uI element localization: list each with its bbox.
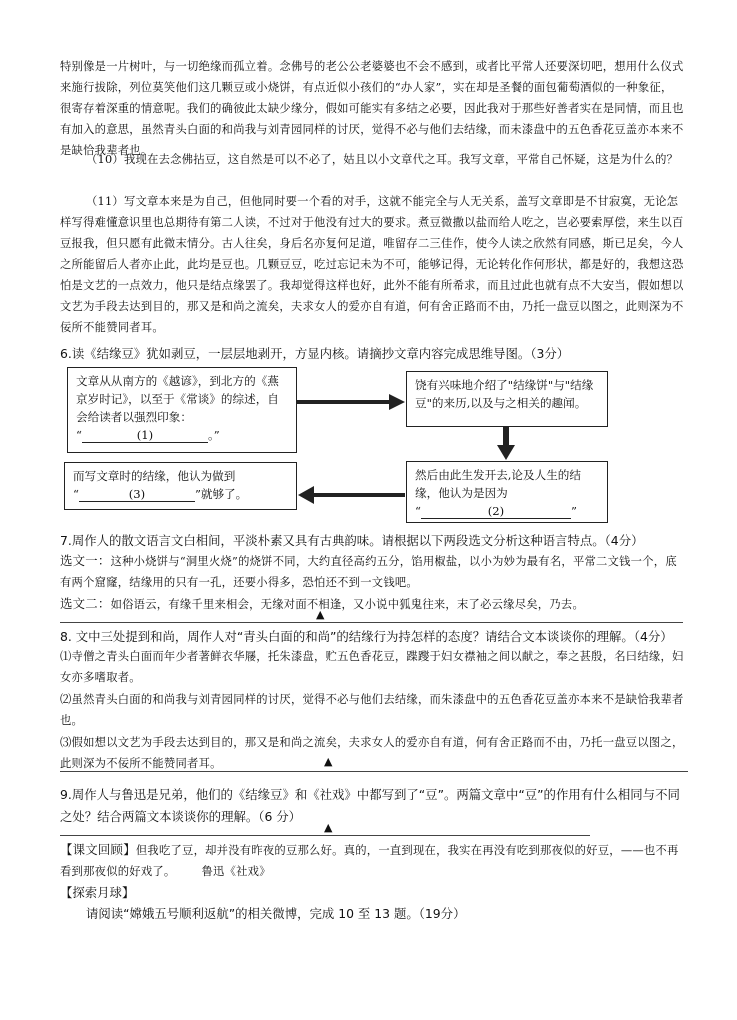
mindmap-box-3 — [406, 461, 608, 523]
mindmap-box-4-text: 而写文章时的结缘，他认为做到 — [73, 469, 236, 483]
quote-open: “ — [73, 487, 79, 501]
answer-line-7[interactable] — [60, 622, 683, 623]
question-7-stem: 7.周作人的散文语言文白相间，平淡朴素又具有古典韵味。请根据以下两段选文分析这种语言特点。（4分） — [60, 533, 644, 548]
section-instruction: 请阅读“嫦娥五号顺利返航”的相关微博，完成 10 至 13 题。（19分） — [86, 906, 466, 921]
arrow-down-icon — [494, 427, 518, 461]
quote-tail: ”就够了。 — [194, 487, 248, 501]
selection-2-text: 如俗语云，有缘千里来相会，无缘对面不相逢，又小说中狐鬼往来，末了必云缘尽矣，乃去。 — [110, 598, 584, 611]
review-label: 【课文回顾】 — [60, 842, 136, 857]
answer-marker-7: ▲ — [316, 608, 325, 621]
answer-line-9[interactable] — [60, 835, 590, 836]
review-text: 但我吃了豆，却并没有昨夜的豆那么好。真的，一直到现在，我实在再没有吃到那夜似的好豆，——也不再看到那夜似的好戏了。 — [60, 844, 679, 878]
quote-item-3: ⑶假如想以文艺为手段去达到目的，那又是和尚之流矣，夫求女人的爱亦自有道，何有舍正路而不由，乃托一盘豆以图之，此则深为不佞所不能赞同者耳。 — [60, 736, 684, 770]
mindmap-box-3-text: 然后由此生发开去,论及人生的结缘，他认为是因为 — [415, 468, 581, 500]
arrow-left-icon — [298, 483, 406, 507]
question-9-stem: 9.周作人与鲁迅是兄弟，他们的《结缘豆》和《社戏》中都写到了“豆”。两篇文章中“豆”的作用有什么相同与不同之处？结合两篇文本谈谈你的理解。（6 分） — [60, 787, 680, 824]
quote-open: “ — [415, 504, 421, 518]
answer-line-8[interactable] — [60, 771, 688, 772]
quote-item-1: ⑴寺僧之青头白面而年少者著鲜衣华屦，托朱漆盘，贮五色香花豆，蹀躞于妇女襟袖之间以献之，奉之甚殷，名曰结缘，妇女亦多嗜取者。 — [60, 650, 684, 684]
selection-2 — [60, 593, 684, 615]
mindmap-box-1-text: 文章从从南方的《越谚》，到北方的《燕京岁时记》，以至于《常谈》的综述，自会给读者以强烈印象： — [76, 374, 279, 424]
passage-paragraph-top: 特别像是一片树叶，与一切绝缘而孤立着。念佛号的老公公老婆婆也不会不感到，或者比平常人还要深切吧，想用什么仪式来施行拔除，列位莫笑他们这几颗豆或小烧饼，有点近似小孩们的“办人家”，实在却是圣餐的面包葡萄酒似的一种象征，很寄存着深重的情意呢。我们的确彼此太缺少缘分，假如可能实有多结之必要，因此我对于那些好善者实在是同情，而且也有加入的意思，虽然青头白面的和尚我与刘青园同样的讨厌，觉得不必与他们去结缘，而未漆盘中的五色香花豆盖亦本来不是缺恰我辈者也。 — [60, 60, 684, 157]
selection-1-label: 选文一： — [60, 553, 111, 568]
passage-paragraph-11: （11）写文章本来是为自己，但他同时要一个看的对手，这就不能完全与人无关系，盖写文章即是不甘寂寞，无论怎样写得难懂意识里也总期待有第二人读，不过对于他没有过大的要求。煮豆微撒以盐而给人吃之，岂必要索厚偿，来生以百豆报我，但只愿有此微末情分。古人往矣，身后名亦复何足道，唯留存二三佳作，使今人读之欣然有同感，斯已足矣，今人之所能留后人者亦止此，此均是豆也。几颗豆豆，吃过忘记未为不可，能够记得，无论转化作何形状，都是好的，我想这恐怕是文艺的一点效力，他只是结点缘罢了。我却觉得这样也好，此外不能有所希求，而且过此也就有点不大安当，假如想以文艺为手段去达到目的，那又是和尚之流矣，夫求女人的爱亦自有道，何有舍正路而不由，乃托一盘豆以图之，此则深为不佞所不能赞同者耳。 — [60, 195, 684, 334]
answer-blank-1[interactable]: (1) — [82, 428, 208, 443]
review-block — [60, 839, 684, 882]
selection-1 — [60, 550, 684, 593]
passage-paragraph-10: （10）我现在去念佛拈豆，这自然是可以不必了，姑且以小文章代之耳。我写文章，平常自己怀疑，这是为什么的？ — [86, 153, 679, 166]
arrow-right-icon — [297, 390, 407, 414]
selection-2-label: 选文二： — [60, 596, 111, 611]
selection-1-text: 这种小烧饼与“洞里火烧”的烧饼不同，大约直径高约五分，馅用椒盐，以小为妙为最有名，平常二文钱一个，底有两个窟窿，结缘用的只有一孔，还要小得多，恐怕还不到一文钱吧。 — [60, 555, 677, 589]
answer-marker-9: ▲ — [324, 821, 333, 834]
review-source: 鲁迅《社戏》 — [201, 865, 271, 878]
quote-item-2: ⑵虽然青头白面的和尚我与刘青园同样的讨厌，觉得不必与他们去结缘，而朱漆盘中的五色香花豆盖亦本来不是缺恰我辈者也。 — [60, 693, 684, 727]
answer-marker-8: ▲ — [324, 755, 333, 768]
answer-blank-3[interactable]: (3) — [79, 487, 195, 502]
quote-close: ” — [570, 504, 577, 518]
answer-blank-2[interactable]: (2) — [421, 504, 571, 519]
mindmap-box-4 — [64, 462, 297, 510]
quote-close: 。” — [207, 428, 220, 442]
section-label: 【探索月球】 — [60, 885, 135, 900]
mindmap-box-2-text: 饶有兴味地介绍了"结缘饼"与"结缘豆"的来历,以及与之相关的趣闻。 — [415, 378, 594, 410]
mindmap-box-2 — [406, 371, 608, 427]
quote-open: “ — [76, 428, 82, 442]
question-8-stem: 8. 文中三处提到和尚，周作人对“青头白面的和尚”的结缘行为持怎样的态度？请结合文本谈谈你的理解。（4分） — [60, 629, 673, 644]
mindmap-box-1 — [67, 367, 297, 453]
question-6-stem: 6.读《结缘豆》犹如剥豆，一层层地剥开，方显内核。请摘抄文章内容完成思维导图。（3分） — [60, 346, 570, 361]
